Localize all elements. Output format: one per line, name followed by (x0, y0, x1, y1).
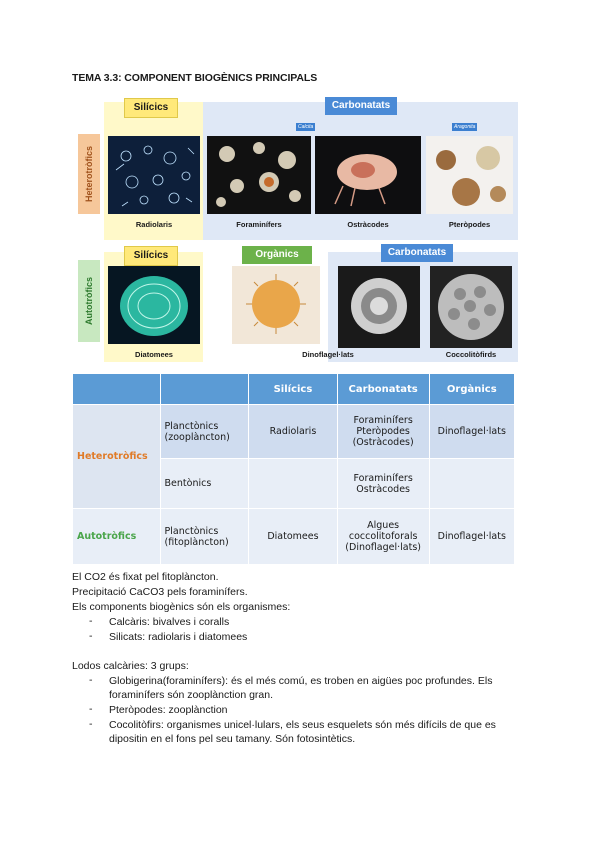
header-silicics-bottom: Silícics (124, 246, 178, 266)
carbonatats-cell: Foraminífers Ostràcodes (337, 459, 429, 509)
paragraph: Els components biogènics són els organismes: (72, 601, 291, 613)
header-organics-bottom: Orgànics (242, 246, 312, 264)
carbonatats-cell: Algues coccolitoforals (Dinoflagel·lats) (337, 509, 429, 565)
list-bullet: - (89, 630, 93, 642)
paragraph: Precipitació CaCO3 pels foraminífers. (72, 586, 248, 598)
list-bullet: - (89, 674, 93, 686)
silicics-cell (249, 459, 338, 509)
components-table (72, 373, 515, 565)
type-cell: Planctònics (fitoplàncton) (160, 509, 249, 565)
list-item: Globigerina(foraminífers): és el més comú, es troben en aigües poc profundes. Els (109, 675, 493, 687)
carbonatats-cell: Foraminífers Pteròpodes (Ostràcodes) (337, 405, 429, 459)
table-header-cell (73, 374, 161, 405)
row-label-autotrofics: Autotròfics (78, 260, 100, 342)
header-carbonatats-bottom: Carbonatats (381, 244, 453, 262)
caption-pteropodes: Pteròpodes (448, 220, 491, 229)
dinoflagellats-image (232, 266, 320, 344)
ostracodes-image (315, 136, 421, 214)
header-carbonatats-top: Carbonatats (325, 97, 397, 115)
list-item: Calcàris: bivalves i coralls (109, 616, 230, 628)
organics-cell (429, 459, 514, 509)
list-item-continued: dipositin en el fons pel seu tamany. Són fotosintètics. (109, 733, 356, 745)
table-header-cell: Orgànics (429, 374, 514, 405)
header-silicics-top: Silícics (124, 98, 178, 118)
caption-foraminifers: Foraminífers (236, 220, 282, 229)
silicics-cell: Diatomees (249, 509, 338, 565)
organics-cell: Dinoflagel·lats (429, 509, 514, 565)
row-label-heterotrofics: Heterotròfics (78, 134, 100, 214)
list-bullet: - (89, 615, 93, 627)
pteropodes-image (426, 136, 513, 214)
list-item: Silicats: radiolaris i diatomees (109, 631, 248, 643)
aut-label-cell: Autotròfics (73, 509, 161, 565)
type-cell: Planctònics (zooplàncton) (160, 405, 249, 459)
het-label-cell: Heterotròfics (73, 405, 161, 509)
organics-cell: Dinoflagel·lats (429, 405, 514, 459)
radiolaris-image (108, 136, 200, 214)
list-item: Cocolitòfirs: organismes unicel·lulars, els seus esquelets són més difícils de que es (109, 719, 496, 731)
table-header-row (73, 374, 515, 405)
caption-radiolaris: Radiolaris (135, 220, 173, 229)
list-item: Pteròpodes: zooplànction (109, 704, 228, 716)
paragraph: El CO2 és fixat pel fitoplàncton. (72, 571, 219, 583)
tag-calcita: Calcita (298, 124, 314, 130)
table-header-cell: Carbonatats (337, 374, 429, 405)
silicics-cell: Radiolaris (249, 405, 338, 459)
foraminifers-image (207, 136, 311, 214)
paragraph: Lodos calcàries: 3 grups: (72, 660, 189, 672)
table-row (73, 405, 515, 459)
tag-aragonita: Aragonita (454, 124, 476, 130)
list-bullet: - (89, 703, 93, 715)
page-title: TEMA 3.3: COMPONENT BIOGÈNICS PRINCIPALS (72, 72, 318, 84)
caption-diatomees: Diatomees (135, 350, 173, 359)
coccolith-image-2 (430, 266, 512, 348)
caption-dinoflagellats: Dinoflagel·lats (302, 350, 354, 359)
table-header-cell (160, 374, 249, 405)
diatomees-image (108, 266, 200, 344)
list-item-continued: foraminífers són zooplànction gran. (109, 689, 274, 701)
table-header-cell: Silícics (249, 374, 338, 405)
biogenic-components-figure (78, 96, 518, 359)
list-bullet: - (89, 718, 93, 730)
table-row (73, 509, 515, 565)
caption-coccolitofirds: Coccolitòfirds (445, 350, 497, 359)
type-cell: Bentònics (160, 459, 249, 509)
caption-ostracodes: Ostràcodes (347, 220, 389, 229)
coccolith-image-1 (338, 266, 420, 348)
